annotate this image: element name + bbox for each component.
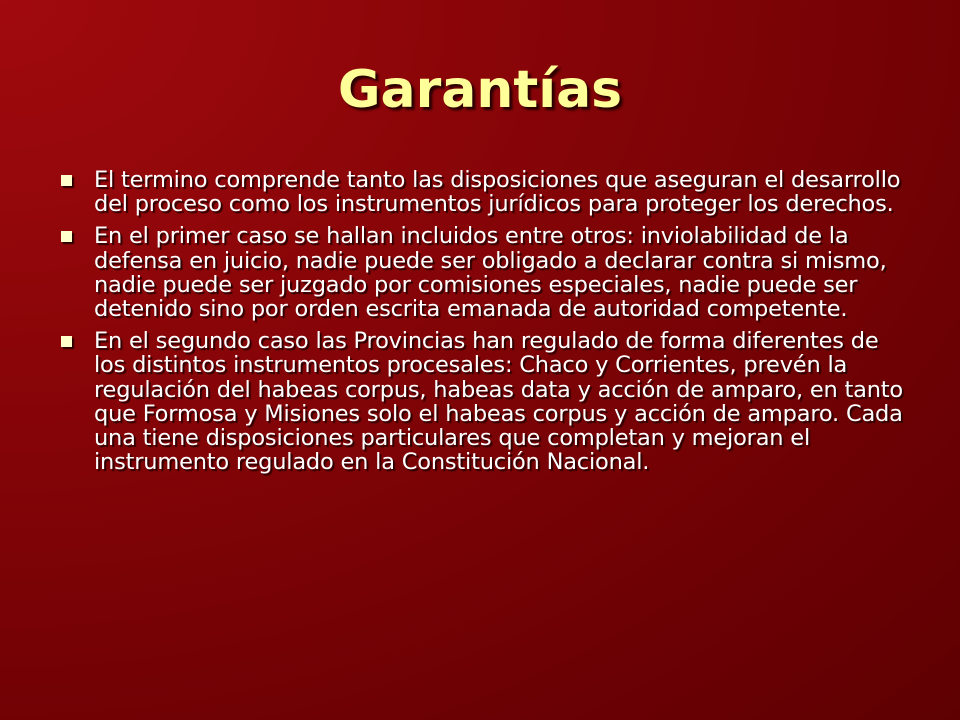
slide-title: Garantías: [337, 60, 623, 120]
bullet-text: En el segundo caso las Provincias han regulado de forma diferentes de los distintos instrumentos procesales: Chaco y Corrientes, prevén la regulación del habeas corpus, habeas data y acción de amparo, en tanto que Formosa y Misiones solo el habeas corpus y acción de amparo. Cada una tiene disposiciones particulares que completan y mejoran el instrumento regulado en la Constitución Nacional.: [94, 328, 903, 476]
square-bullet-icon: [61, 336, 72, 347]
bullet-item: [56, 168, 916, 216]
bullet-item: [56, 224, 916, 321]
bullet-list: [56, 168, 916, 482]
bullet-item: [56, 329, 916, 474]
bullet-text: El termino comprende tanto las disposiciones que aseguran el desarrollo del proceso como los instrumentos jurídicos para proteger los derechos.: [94, 167, 901, 218]
square-bullet-icon: [61, 175, 72, 186]
square-bullet-icon: [61, 231, 72, 242]
bullet-text: En el primer caso se hallan incluidos entre otros: inviolabilidad de la defensa en juicio, nadie puede ser obligado a declarar contra si mismo, nadie puede ser juzgado por comisiones especiales, nadie puede ser detenido sino por orden escrita emanada de autoridad competente.: [94, 223, 887, 323]
